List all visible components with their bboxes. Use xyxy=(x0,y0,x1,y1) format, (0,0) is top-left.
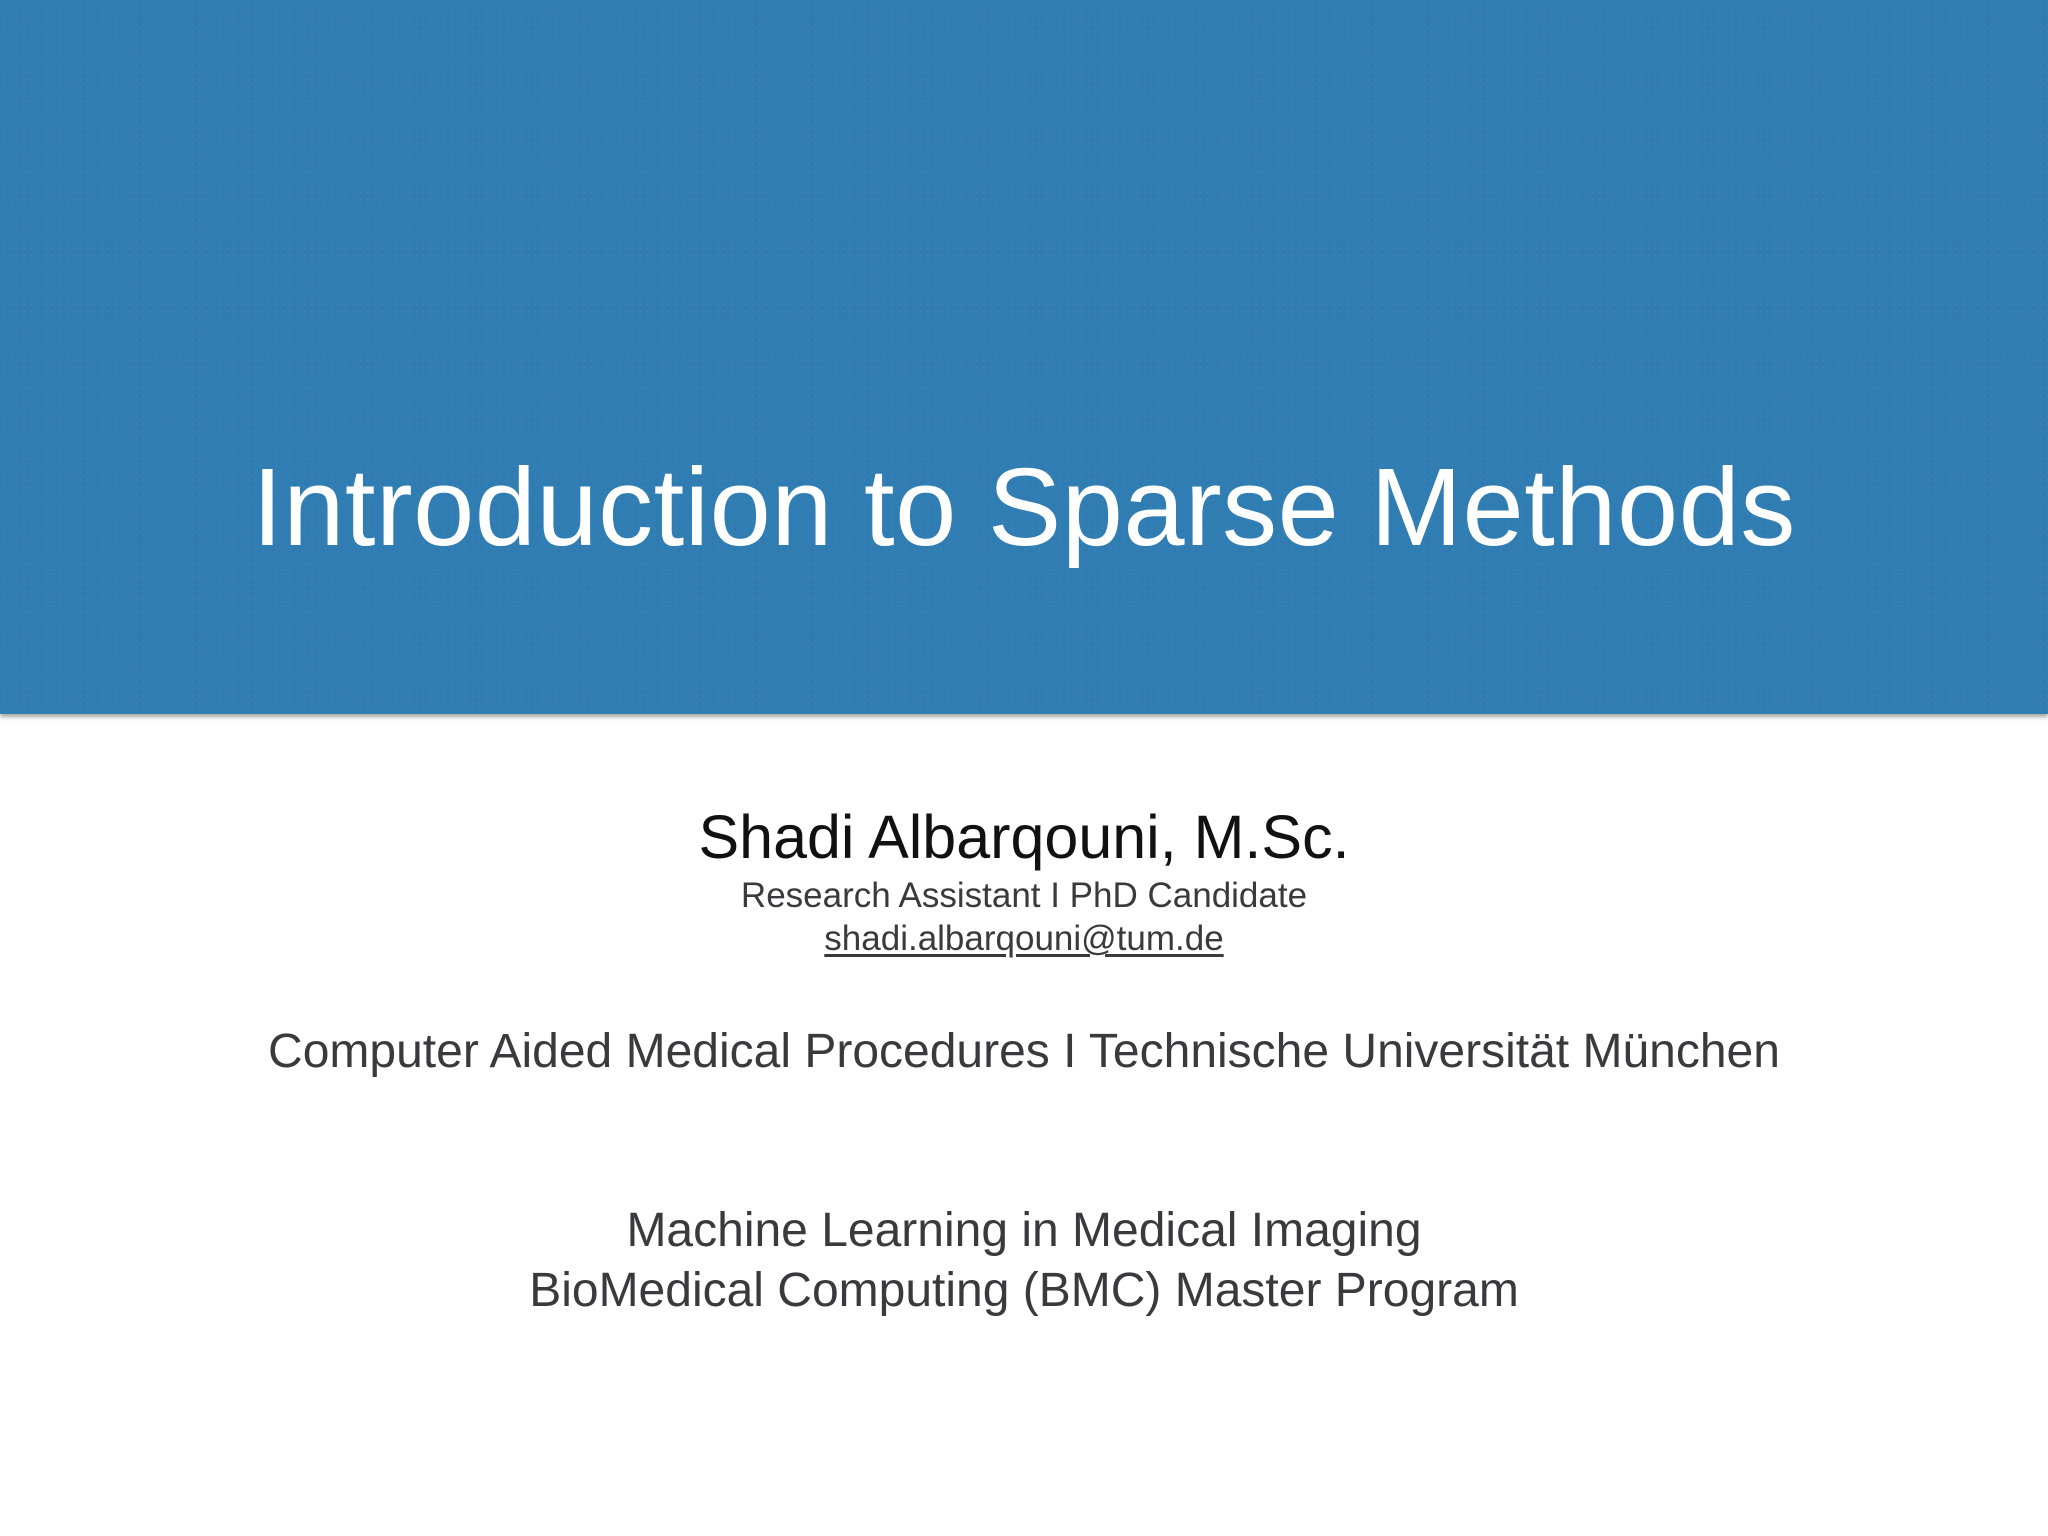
author-name: Shadi Albarqouni, M.Sc. xyxy=(698,803,1350,871)
title-banner xyxy=(0,0,2048,714)
author-role: Research Assistant I PhD Candidate xyxy=(740,876,1308,915)
author-email-line xyxy=(0,918,2048,960)
course-title: Machine Learning in Medical Imaging xyxy=(626,1204,1422,1257)
affiliation: Computer Aided Medical Procedures I Technische Universität München xyxy=(268,1025,1780,1078)
program-name: BioMedical Computing (BMC) Master Program xyxy=(529,1264,1519,1317)
email-link[interactable]: shadi.albarqouni@tum.de xyxy=(824,919,1224,958)
slide-title: Introduction to Sparse Methods xyxy=(252,446,1796,569)
